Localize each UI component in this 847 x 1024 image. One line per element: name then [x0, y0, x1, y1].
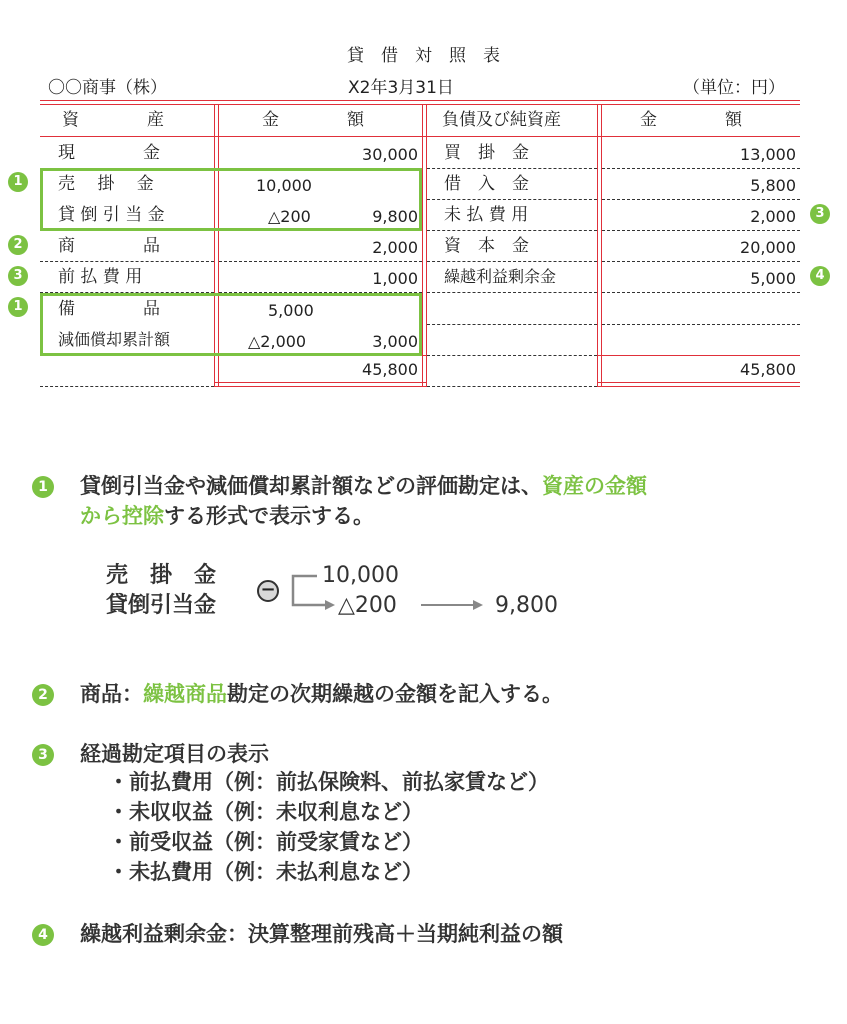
company-name: 〇〇商事（株）	[48, 78, 167, 98]
total-bottom-line-left-1	[214, 382, 427, 383]
row-line-6-far	[602, 324, 800, 325]
liability-name: 未 払 費 用	[444, 205, 529, 225]
total-bottom-line-right-1	[597, 382, 800, 383]
col-header-amount-right: 金 額	[640, 110, 742, 130]
asset-name: 売 掛 金	[58, 174, 154, 194]
note-3-title: 経過勘定項目の表示	[80, 742, 269, 766]
total-left: 45,800	[362, 360, 418, 379]
row-line-8-right	[427, 386, 597, 387]
liability-name: 借 入 金	[444, 174, 529, 194]
note-1-badge: 1	[32, 476, 54, 498]
asset-name: 前 払 費 用	[58, 267, 143, 287]
minus-icon: −	[257, 580, 279, 602]
asset-sub-amount: △2,000	[248, 332, 307, 351]
diagram-value-receivable: 10,000	[322, 563, 399, 588]
liability-amount: 5,800	[750, 176, 796, 195]
row-line-8-left	[40, 386, 214, 387]
note-3-item: ・前受収益（例：前受家賃など）	[108, 830, 423, 854]
asset-name: 減価償却累計額	[58, 330, 171, 349]
diagram-value-allowance: △200	[338, 593, 397, 618]
badge-1-equipment: 1	[8, 297, 28, 317]
note-2-line	[80, 680, 563, 708]
badge-3-prepaid: 3	[8, 266, 28, 286]
note-2-badge: 2	[32, 684, 54, 706]
badge-3-accrued: 3	[810, 204, 830, 224]
header-bottom-line	[40, 136, 800, 137]
col-header-amount-left: 金 額	[262, 110, 364, 130]
asset-name: 貸 倒 引 当 金	[58, 205, 165, 225]
col-header-liabilities: 負債及び純資産	[442, 110, 561, 130]
vline-2b	[426, 104, 427, 386]
asset-amount: 9,800	[372, 207, 418, 226]
liability-amount: 5,000	[750, 269, 796, 288]
vline-3b	[601, 104, 602, 386]
highlight-receivables-box	[40, 168, 422, 231]
asset-name: 備 品	[58, 299, 160, 319]
row-line-4-mid	[219, 261, 422, 262]
badge-1-receivables: 1	[8, 172, 28, 192]
vline-2a	[422, 104, 423, 386]
note-1-highlight-a: 資産の金額	[542, 474, 647, 498]
row-line-1-far	[602, 168, 800, 169]
note-3-item: ・未収収益（例：未収利息など）	[108, 800, 423, 824]
total-top-line-right	[597, 355, 800, 356]
asset-amount: 2,000	[372, 238, 418, 257]
row-line-6-right	[427, 324, 597, 325]
total-bottom-line-right-2	[597, 386, 800, 387]
highlight-equipment-box	[40, 293, 422, 356]
row-line-5-far	[602, 292, 800, 293]
asset-amount: 1,000	[372, 269, 418, 288]
sheet-date: X2年3月31日	[348, 78, 454, 98]
badge-2-merchandise: 2	[8, 235, 28, 255]
note-3-item: ・前払費用（例：前払保険料、前払家賃など）	[108, 770, 549, 794]
note-2-text-a: 商品：	[80, 682, 143, 706]
liability-name: 資 本 金	[444, 236, 529, 256]
col-header-assets: 資 産	[62, 110, 164, 130]
unit-label: （単位：円）	[683, 78, 785, 98]
note-4-badge: 4	[32, 924, 54, 946]
note-2-highlight: 繰越商品	[143, 682, 227, 706]
asset-sub-amount: △200	[268, 207, 311, 226]
row-line-3-far	[602, 230, 800, 231]
row-line-3-right	[427, 230, 597, 231]
top-double-line-1	[40, 100, 800, 101]
row-line-7-right	[427, 355, 597, 356]
badge-4-retained: 4	[810, 266, 830, 286]
note-1-line-1	[80, 472, 647, 500]
liability-amount: 2,000	[750, 207, 796, 226]
note-1-text-a: 貸倒引当金や減価償却累計額などの評価勘定は、	[80, 474, 542, 498]
row-line-1-right	[427, 168, 597, 169]
row-line-2-right	[427, 199, 597, 200]
note-1-text-b: する形式で表示する。	[164, 504, 374, 528]
total-right: 45,800	[740, 360, 796, 379]
asset-name: 現 金	[58, 143, 160, 163]
sheet-title: 貸 借 対 照 表	[347, 46, 500, 66]
liability-name: 繰越利益剰余金	[444, 267, 557, 286]
top-double-line-2	[40, 104, 800, 105]
row-line-5-right	[427, 292, 597, 293]
asset-sub-amount: 10,000	[256, 176, 312, 195]
row-line-4-far	[602, 261, 800, 262]
note-3-item: ・未払費用（例：未払利息など）	[108, 860, 423, 884]
asset-name: 商 品	[58, 236, 160, 256]
liability-amount: 13,000	[740, 145, 796, 164]
note-3-badge: 3	[32, 744, 54, 766]
note-1-line-2	[80, 502, 374, 530]
diagram-label-receivable: 売 掛 金	[106, 563, 217, 588]
note-4-text: 繰越利益剰余金：決算整理前残高＋当期純利益の額	[80, 922, 563, 946]
row-line-2-far	[602, 199, 800, 200]
liability-name: 買 掛 金	[444, 143, 529, 163]
row-line-4-right	[427, 261, 597, 262]
asset-amount: 3,000	[372, 332, 418, 351]
row-line-4-left	[40, 261, 214, 262]
diagram-value-result: 9,800	[495, 593, 558, 618]
asset-sub-amount: 5,000	[268, 301, 314, 320]
asset-amount: 30,000	[362, 145, 418, 164]
liability-amount: 20,000	[740, 238, 796, 257]
note-2-text-b: 勘定の次期繰越の金額を記入する。	[227, 682, 563, 706]
diagram-label-allowance: 貸倒引当金	[106, 593, 217, 618]
vline-3a	[597, 104, 598, 386]
note-1-highlight-b: から控除	[80, 504, 164, 528]
total-bottom-line-left-2	[214, 386, 427, 387]
